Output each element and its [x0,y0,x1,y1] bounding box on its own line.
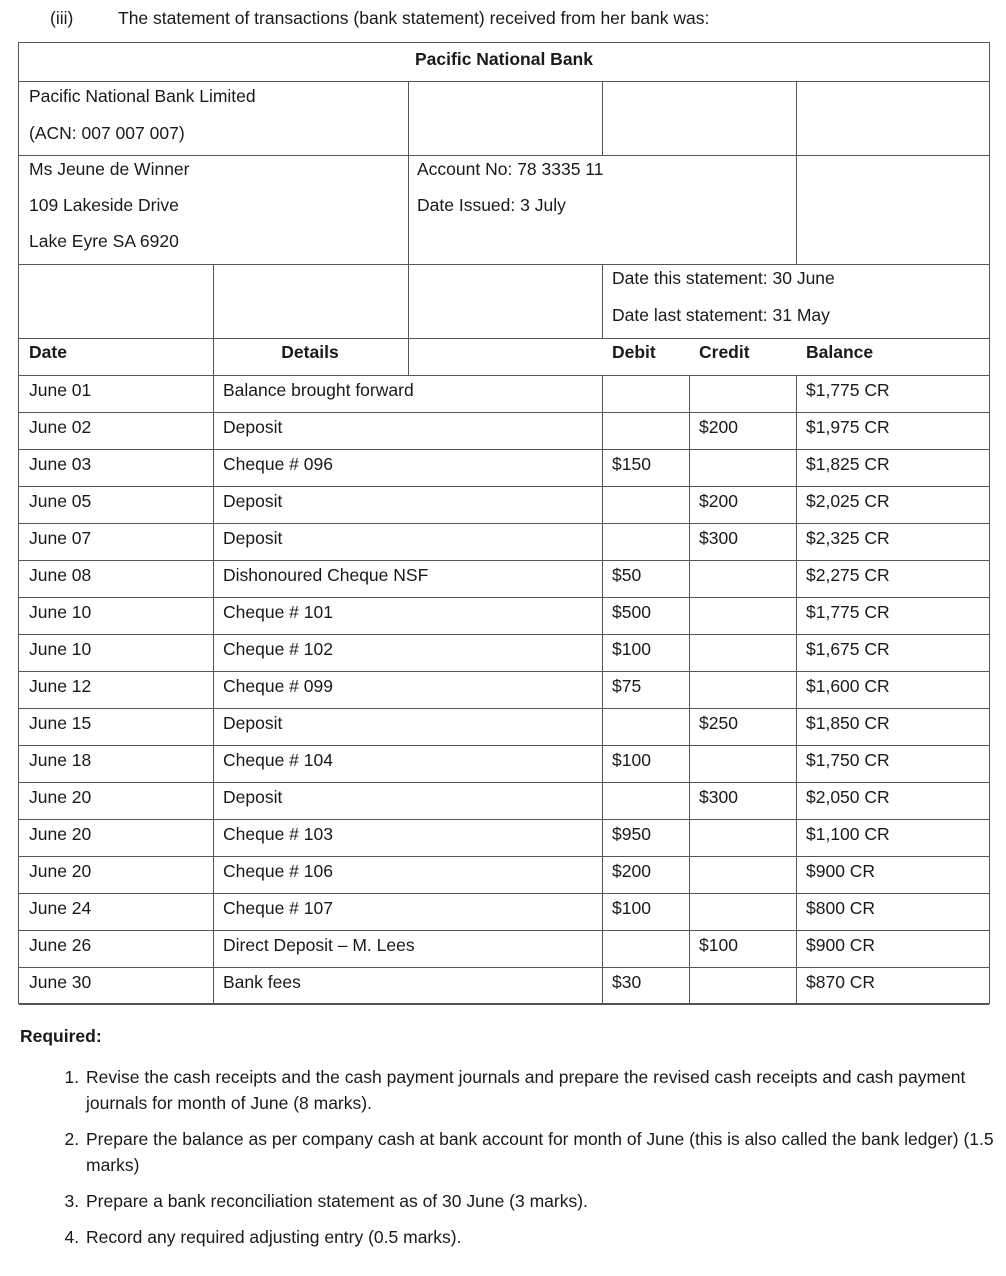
grid-line [602,375,603,1005]
cell-details: Deposit [223,787,283,807]
bank-title: Pacific National Bank [415,49,593,69]
grid-line [796,81,797,264]
cell-debit: $150 [612,454,651,474]
cell-details: Cheque # 096 [223,454,333,474]
grid-line [19,930,989,931]
grid-line [19,412,989,413]
cell-balance: $1,600 CR [806,676,890,696]
cell-credit: $300 [699,528,738,548]
cell-debit: $100 [612,898,651,918]
cell-debit: $500 [612,602,651,622]
col-debit-header: Debit [612,342,656,362]
grid-line [19,634,989,635]
cell-debit: $200 [612,861,651,881]
grid-line [602,264,603,338]
cell-date: June 08 [29,565,92,585]
cell-balance: $900 CR [806,935,876,955]
cell-details: Direct Deposit – M. Lees [223,935,415,955]
grid-line [19,819,989,820]
cell-balance: $1,775 CR [806,602,890,622]
col-balance-header: Balance [806,342,874,362]
grid-line [19,745,989,746]
cell-credit: $200 [699,491,738,511]
cell-details: Cheque # 106 [223,861,333,881]
grid-line [19,560,989,561]
cell-details: Cheque # 101 [223,602,333,622]
cell-date: June 15 [29,713,92,733]
required-item: 2. Prepare the balance as per company cash at bank account for month of June (this is also called the bank ledger) (1.5 marks) [84,1126,1004,1178]
cell-date: June 12 [29,676,92,696]
cell-balance: $1,750 CR [806,750,890,770]
col-date-header: Date [29,342,67,362]
date-issued: Date Issued: 3 July [417,195,566,215]
grid-line [602,81,603,155]
cell-date: June 24 [29,898,92,918]
grid-line [796,375,797,1005]
cell-date: June 20 [29,861,92,881]
cell-date: June 26 [29,935,92,955]
question-number: (iii) [50,8,74,28]
cell-balance: $2,275 CR [806,565,890,585]
cell-details: Bank fees [223,972,301,992]
cell-date: June 20 [29,787,92,807]
cell-date: June 05 [29,491,92,511]
grid-line [213,264,214,338]
grid-line [19,782,989,783]
grid-line [19,708,989,709]
required-item: 1. Revise the cash receipts and the cash payment journals and prepare the revised cash receipts and cash payment journals for month of June (8 marks). [84,1064,1004,1116]
cell-balance: $800 CR [806,898,876,918]
cell-balance: $870 CR [806,972,876,992]
cell-debit: $950 [612,824,651,844]
cell-date: June 10 [29,602,92,622]
col-credit-header: Credit [699,342,750,362]
question-text: The statement of transactions (bank statement) received from her bank was: [118,8,710,28]
cell-debit: $30 [612,972,642,992]
grid-line [19,81,989,82]
cell-details: Cheque # 102 [223,639,333,659]
required-title: Required: [20,1026,102,1046]
cell-balance: $1,675 CR [806,639,890,659]
cell-balance: $1,850 CR [806,713,890,733]
bank-acn: (ACN: 007 007 007) [29,123,185,143]
cell-credit: $250 [699,713,738,733]
cell-debit: $100 [612,639,651,659]
grid-line [19,523,989,524]
required-list [48,1064,1004,1260]
grid-line [19,375,989,376]
grid-line [19,597,989,598]
cell-balance: $1,825 CR [806,454,890,474]
cell-details: Deposit [223,713,283,733]
cell-details: Deposit [223,417,283,437]
cell-debit: $75 [612,676,642,696]
cell-date: June 10 [29,639,92,659]
cell-credit: $200 [699,417,738,437]
cell-date: June 01 [29,380,92,400]
cell-credit: $100 [699,935,738,955]
cell-date: June 03 [29,454,92,474]
account-number: Account No: 78 3335 11 [417,159,604,179]
cell-date: June 18 [29,750,92,770]
cell-balance: $900 CR [806,861,876,881]
grid-line [19,967,989,968]
cell-balance: $2,325 CR [806,528,890,548]
cell-date: June 20 [29,824,92,844]
grid-line [19,155,989,156]
grid-line [19,449,989,450]
date-last-statement: Date last statement: 31 May [612,305,830,325]
cell-details: Cheque # 099 [223,676,333,696]
grid-line [689,375,690,1005]
grid-line [19,1004,989,1005]
cell-date: June 07 [29,528,92,548]
cell-credit: $300 [699,787,738,807]
question-heading [0,8,1006,34]
cell-details: Cheque # 107 [223,898,333,918]
cell-balance: $2,025 CR [806,491,890,511]
bank-statement [18,42,990,1004]
grid-line [19,856,989,857]
grid-line [19,893,989,894]
required-item: 3. Prepare a bank reconciliation statement as of 30 June (3 marks). [84,1188,1004,1214]
cell-debit: $50 [612,565,642,585]
cell-details: Cheque # 103 [223,824,333,844]
cell-details: Deposit [223,528,283,548]
cell-balance: $1,775 CR [806,380,890,400]
grid-line [408,81,409,338]
address-line-2: Lake Eyre SA 6920 [29,231,179,251]
grid-line [19,264,989,265]
date-this-statement: Date this statement: 30 June [612,268,835,288]
cell-debit: $100 [612,750,651,770]
cell-balance: $1,100 CR [806,824,890,844]
grid-line [19,486,989,487]
cell-details: Balance brought forward [223,380,414,400]
cell-balance: $1,975 CR [806,417,890,437]
address-line-1: 109 Lakeside Drive [29,195,179,215]
required-item: 4. Record any required adjusting entry (0.5 marks). [84,1224,1004,1250]
customer-name: Ms Jeune de Winner [29,159,190,179]
cell-details: Cheque # 104 [223,750,333,770]
bank-name: Pacific National Bank Limited [29,86,256,106]
cell-date: June 30 [29,972,92,992]
grid-line [19,338,989,339]
col-details-header: Details [281,342,339,362]
grid-line [19,671,989,672]
cell-details: Dishonoured Cheque NSF [223,565,429,585]
cell-balance: $2,050 CR [806,787,890,807]
grid-line [408,338,409,375]
cell-details: Deposit [223,491,283,511]
cell-date: June 02 [29,417,92,437]
